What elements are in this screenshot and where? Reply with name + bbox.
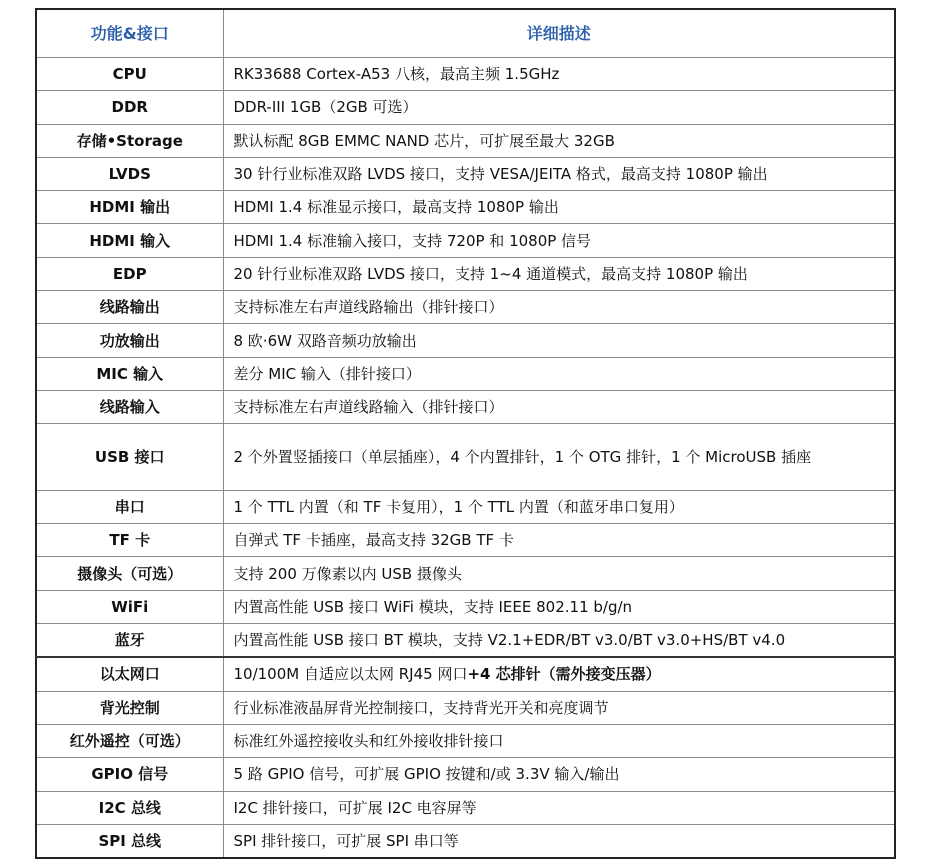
description-text: 标准红外遥控接收头和红外接收排针接口 [233, 732, 504, 751]
feature-name: EDP [36, 257, 223, 290]
description-text: 差分 MIC 输入（排针接口） [233, 364, 421, 383]
description-text: 内置高性能 USB 接口 WiFi 模块，支持 IEEE 802.11 b/g/n [233, 597, 633, 616]
table-row [36, 357, 895, 390]
table-row [36, 224, 895, 257]
description-text: 内置高性能 USB 接口 BT 模块，支持 V2.1+EDR/BT v3.0/BT v3.0+HS/BT v4.0 [233, 631, 786, 650]
feature-name: TF 卡 [36, 524, 223, 557]
feature-description [223, 557, 895, 590]
feature-name: 蓝牙 [36, 624, 223, 658]
feature-description [223, 791, 895, 824]
table-row [36, 291, 895, 324]
feature-name: GPIO 信号 [36, 758, 223, 791]
feature-name: HDMI 输入 [36, 224, 223, 257]
feature-description [223, 691, 895, 724]
description-text: 5 路 GPIO 信号，可扩展 GPIO 按键和/或 3.3V 输入/输出 [233, 765, 620, 784]
table-row [36, 424, 895, 491]
feature-name: 存储•Storage [36, 124, 223, 157]
feature-description [223, 624, 895, 658]
description-text: 自弹式 TF 卡插座，最高支持 32GB TF 卡 [233, 531, 514, 550]
feature-name: 以太网口 [36, 657, 223, 691]
table-row [36, 390, 895, 423]
feature-description [223, 524, 895, 557]
feature-name: HDMI 输出 [36, 191, 223, 224]
feature-name: 串口 [36, 490, 223, 523]
description-text: SPI 排针接口，可扩展 SPI 串口等 [233, 831, 459, 850]
feature-name: DDR [36, 91, 223, 124]
feature-name: 红外遥控（可选） [36, 724, 223, 757]
description-text: DDR-III 1GB（2GB 可选） [233, 98, 418, 117]
table-row [36, 524, 895, 557]
feature-name: 线路输入 [36, 390, 223, 423]
feature-name: 背光控制 [36, 691, 223, 724]
feature-name: I2C 总线 [36, 791, 223, 824]
table-row [36, 758, 895, 791]
feature-name: SPI 总线 [36, 824, 223, 858]
feature-name: MIC 输入 [36, 357, 223, 390]
table-row [36, 257, 895, 290]
feature-name: 摄像头（可选） [36, 557, 223, 590]
feature-description [223, 257, 895, 290]
table-row [36, 724, 895, 757]
description-text: 10/100M 自适应以太网 RJ45 网口 [233, 665, 468, 684]
spec-table [35, 8, 896, 859]
description-text: 默认标配 8GB EMMC NAND 芯片，可扩展至最大 32GB [233, 131, 615, 150]
table-row [36, 324, 895, 357]
table-row [36, 91, 895, 124]
description-text: 20 针行业标准双路 LVDS 接口，支持 1~4 通道模式，最高支持 1080P 输出 [233, 264, 748, 283]
table-row [36, 791, 895, 824]
header-function: 功能&接口 [36, 9, 223, 58]
table-row [36, 624, 895, 658]
description-text: I2C 排针接口，可扩展 I2C 电容屏等 [233, 798, 477, 817]
description-text: RK33688 Cortex-A53 八核，最高主频 1.5GHz [233, 65, 560, 84]
feature-description [223, 291, 895, 324]
table-row [36, 590, 895, 623]
feature-description [223, 490, 895, 523]
table-row [36, 691, 895, 724]
feature-name: WiFi [36, 590, 223, 623]
description-text: HDMI 1.4 标准显示接口，最高支持 1080P 输出 [233, 198, 559, 217]
table-row [36, 58, 895, 91]
feature-name: USB 接口 [36, 424, 223, 491]
description-bold-text: +4 芯排针（需外接变压器） [467, 665, 661, 684]
feature-description [223, 390, 895, 423]
description-text: 支持 200 万像素以内 USB 摄像头 [233, 564, 462, 583]
feature-name: CPU [36, 58, 223, 91]
feature-name: 线路输出 [36, 291, 223, 324]
feature-description [223, 224, 895, 257]
feature-description [223, 124, 895, 157]
feature-description [223, 58, 895, 91]
table-row [36, 657, 895, 691]
feature-description [223, 758, 895, 791]
description-text: 30 针行业标准双路 LVDS 接口，支持 VESA/JEITA 格式，最高支持 1080P 输出 [233, 165, 768, 184]
table-header [36, 9, 895, 58]
description-text: 1 个 TTL 内置（和 TF 卡复用），1 个 TTL 内置（和蓝牙串口复用） [233, 498, 684, 516]
table-row [36, 490, 895, 523]
feature-name: LVDS [36, 157, 223, 190]
table-row [36, 824, 895, 858]
description-text: 8 欧·6W 双路音频功放输出 [233, 331, 417, 350]
description-text: HDMI 1.4 标准输入接口，支持 720P 和 1080P 信号 [233, 231, 592, 250]
feature-description [223, 824, 895, 858]
table-row [36, 191, 895, 224]
description-text: 支持标准左右声道线路输入（排针接口） [233, 398, 504, 417]
feature-description [223, 357, 895, 390]
feature-description [223, 657, 895, 691]
feature-name: 功放输出 [36, 324, 223, 357]
description-text: 行业标准液晶屏背光控制接口，支持背光开关和亮度调节 [233, 698, 609, 717]
feature-description [223, 724, 895, 757]
feature-description [223, 590, 895, 623]
feature-description [223, 324, 895, 357]
feature-description [223, 424, 895, 491]
feature-description [223, 191, 895, 224]
feature-description [223, 91, 895, 124]
table-row [36, 124, 895, 157]
table-row [36, 157, 895, 190]
description-text: 支持标准左右声道线路输出（排针接口） [233, 298, 504, 317]
feature-description [223, 157, 895, 190]
table-row [36, 557, 895, 590]
description-text: 2 个外置竖插接口（单层插座），4 个内置排针，1 个 OTG 排针，1 个 MicroUSB 插座 [233, 448, 812, 467]
header-description: 详细描述 [223, 9, 895, 58]
